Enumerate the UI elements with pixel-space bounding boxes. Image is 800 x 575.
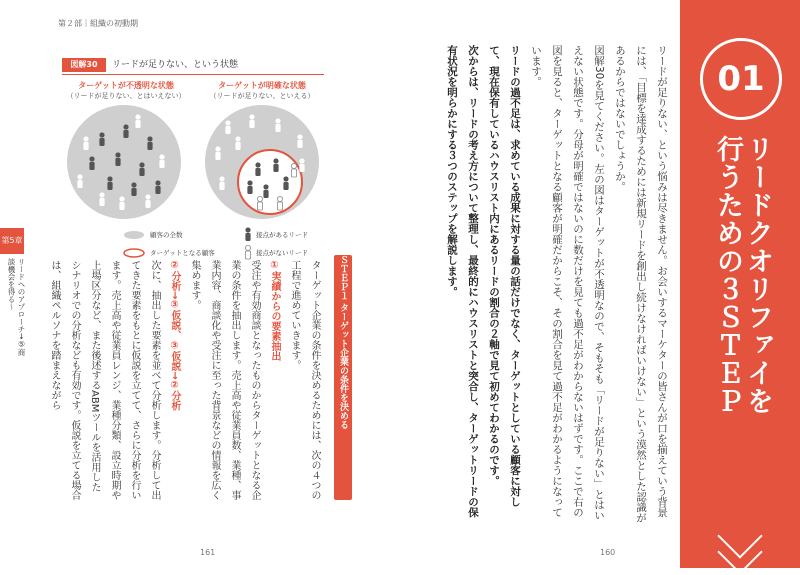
- figure-label: 図解30: [62, 58, 106, 72]
- legend-contact-icon: [245, 227, 250, 241]
- paragraph: 受注や有効商談となったものからターゲットとなる企業の条件を抽出します。売上高や従業員数、業種、事業内容、商談化や受注に至った背景などの情報を広く集めます。: [189, 260, 260, 500]
- chapter-tab-subtitle: リードへのアプローチ→⑤商談機会を得る～: [7, 258, 26, 356]
- legend-no-contact-label: 接点がないリード: [256, 249, 308, 257]
- item-heading: ②分析→③仮説、③仮説→②分析: [169, 260, 180, 411]
- legend-no-contact-icon: [245, 245, 250, 259]
- paragraph-emphasis: リードの過不足は、求めている成果に対する量の話だけでなく、ターゲットとしている顧客に対して、現在保有しているハウスリスト内にあるリードの割合の２軸で見て初めてわかるのです。: [488, 45, 521, 507]
- right-diagram-title: ターゲットが明確な状態: [218, 81, 306, 90]
- figure-title: リードが足りない、という状態: [112, 60, 239, 70]
- paragraph-emphasis: 次からは、リードの考え方について整理し、最終的にハウスリストと突合し、ターゲットリードの保有状況を明らかにする３つのステップを解説します。: [446, 45, 479, 518]
- legend-target-swatch: [124, 249, 144, 257]
- lead-diagram: [62, 104, 324, 264]
- section-number: 01: [700, 38, 782, 120]
- legend-target-label: ターゲットとなる顧客: [150, 249, 215, 257]
- chapter-tab: [0, 228, 24, 254]
- legend-total-swatch: [124, 231, 144, 239]
- paragraph: 図解30を見てください。左の図はターゲットが不透明なので、そもそも「リードが足りない」とはいえない状態です。分母が明確ではないのに数だけを見ても過不足がわからないはずです。ここで右の図を見ると、ターゲットとなる顧客が明確だからこそ、その割合を見て過不足がわかるようになっています。: [530, 45, 605, 521]
- left-page-body: [48, 260, 324, 500]
- section-title: リードクオリファイを行うための３ＳＴＥＰ: [712, 135, 773, 415]
- page-number-right: 160: [600, 548, 616, 557]
- paragraph: リードが足りない、という悩みは尽きません。お会いするマーケターの皆さんが口を揃えていう背景には、「目標を達成するためには新規リードを創出し続けなければいけない」という漠然とした認識があるからではないでしょうか。: [614, 45, 668, 523]
- paragraph: ターゲット企業の条件を決めるためには、次の４つの工程で進めていきます。: [289, 260, 320, 500]
- item-heading: ①実績からの要素抽出: [269, 260, 280, 361]
- chapter-tab-label: 第5章: [1, 236, 23, 245]
- figure-rule: [62, 74, 324, 75]
- step-heading: ＳＴＥＰ１ ターゲット企業の条件を決める: [334, 255, 352, 500]
- right-page-body: [362, 45, 672, 525]
- left-diagram-subtitle: （リードが足りない、とはいえない）: [66, 92, 186, 100]
- legend-contact-label: 接点があるリード: [256, 231, 308, 239]
- left-diagram-title: ターゲットが不透明な状態: [78, 81, 174, 90]
- legend-total-label: 顧客の全数: [150, 231, 183, 239]
- paragraph: 次に、抽出した要素を並べて分析します。分析して出てきた要素をもとに仮説を立てて、さらに分析を行います。売上高や従業員レンジ、業種分類、設立時期や上場区分など、また後述するABMツールを活用したシナリオでの分析なども有効です。仮説を立てる場合は、組織ペルソナを踏まえながら: [49, 260, 160, 500]
- running-head: 第２部｜組織の初動期: [58, 19, 138, 28]
- page-number-left: 161: [200, 548, 216, 557]
- right-diagram-subtitle: （リードが足りない、といえる）: [209, 92, 315, 100]
